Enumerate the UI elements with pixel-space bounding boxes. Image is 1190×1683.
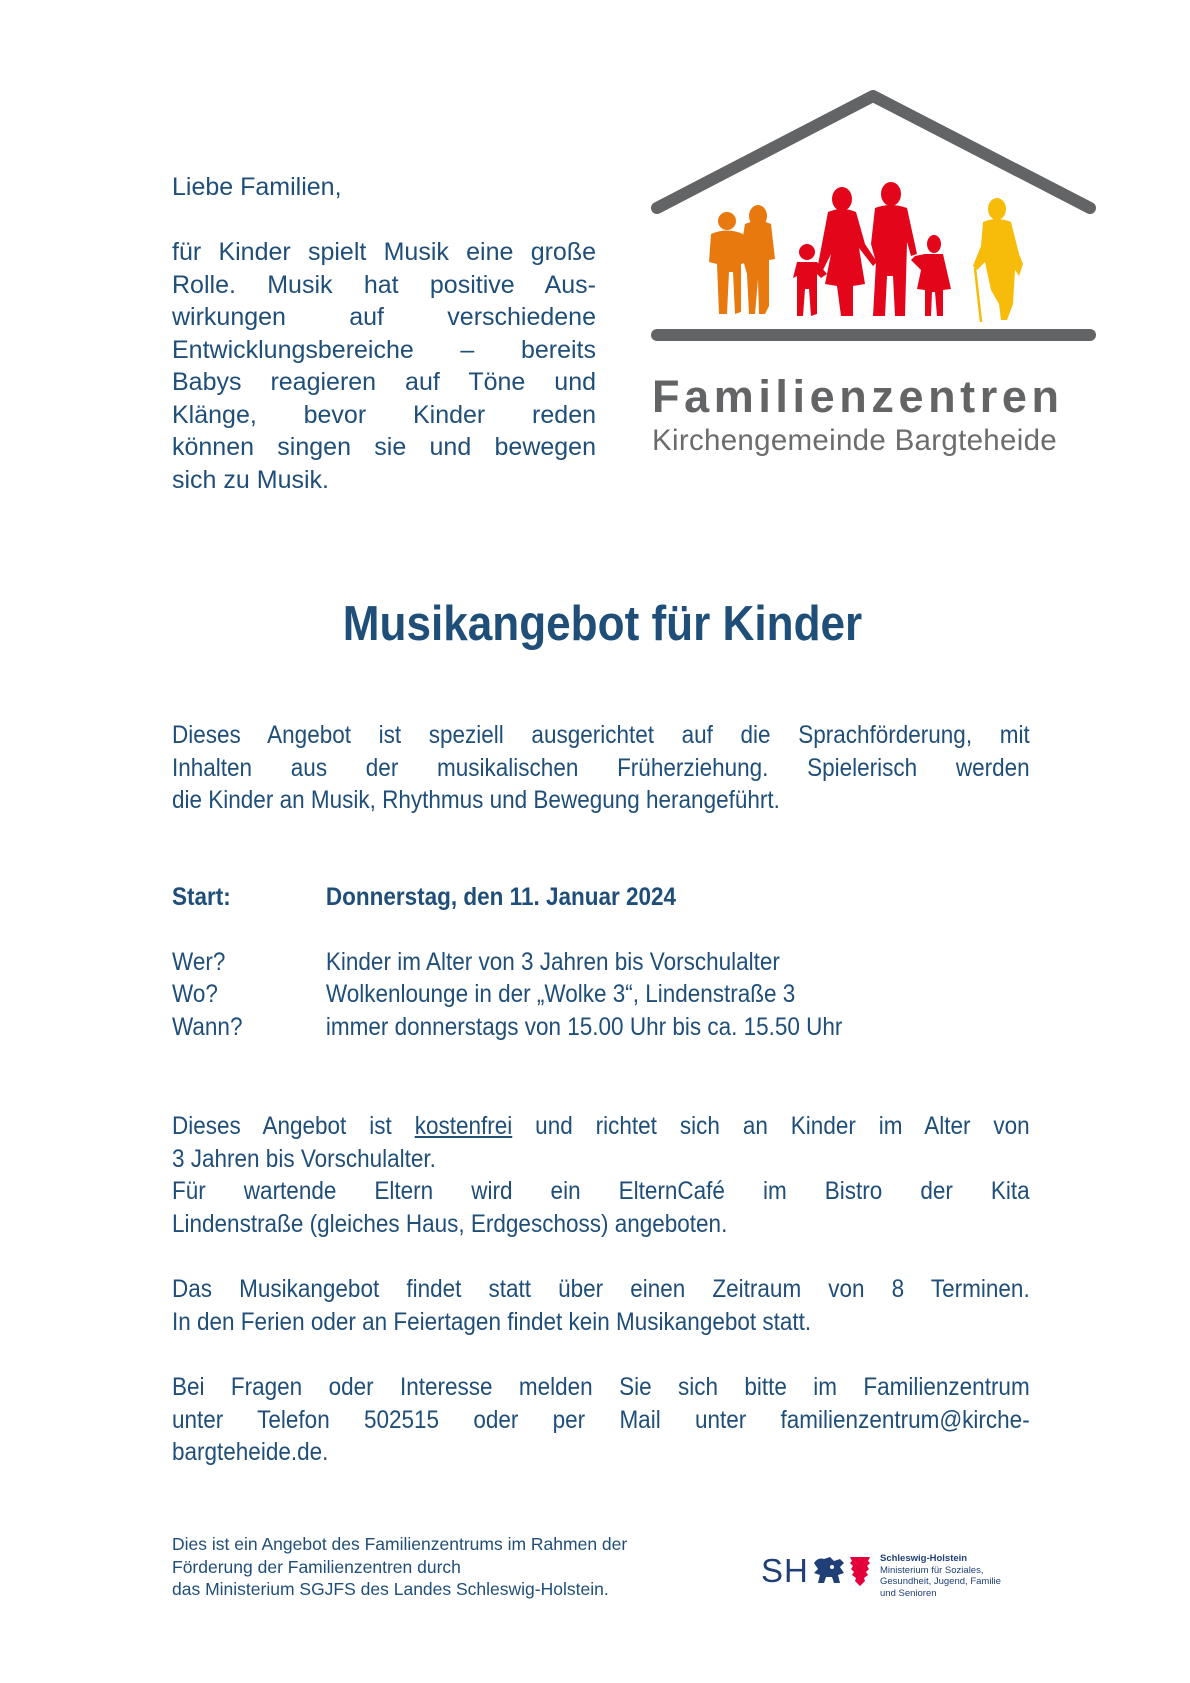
elderly-figure-icon	[973, 198, 1023, 322]
intro-line: sich zu Musik.	[172, 465, 329, 494]
cost-text: Dieses Angebot ist	[172, 1112, 415, 1140]
logo-title: Familienzentren	[652, 371, 1064, 422]
cost-paragraph	[172, 1110, 1030, 1240]
schedule-line: Das Musikangebot findet statt über einen Zeitraum von 8 Terminen.	[172, 1275, 1030, 1303]
greeting: Liebe Familien,	[172, 173, 342, 201]
sh-ministry-line: und Senioren	[880, 1587, 937, 1599]
detail-label: Wo?	[172, 980, 218, 1008]
contact-line: unter Telefon 502515 oder per Mail unter familienzentrum@kirche-	[172, 1405, 1030, 1434]
sh-ministry-text	[880, 1553, 1001, 1599]
detail-value: Kinder im Alter von 3 Jahren bis Vorschulalter	[325, 948, 780, 976]
detail-label: Wer?	[172, 948, 226, 976]
contact-line: Bei Fragen oder Interesse melden Sie sich bitte im Familienzentrum	[172, 1373, 1030, 1401]
intro-paragraph	[172, 236, 596, 496]
sh-ministry-line: Gesundheit, Jugend, Familie	[880, 1576, 1001, 1587]
detail-label: Wann?	[172, 1013, 243, 1041]
logo-subtitle: Kirchengemeinde Bargteheide	[652, 424, 1057, 457]
sh-logo-emblem	[810, 1553, 872, 1587]
child-figure-icon	[739, 205, 775, 314]
intro-line: für Kinder spielt Musik eine große	[172, 238, 596, 266]
cost-line	[172, 1110, 1030, 1143]
nettle-leaf-icon	[850, 1557, 870, 1586]
child-figure-icon	[911, 235, 951, 316]
lion-icon	[814, 1557, 844, 1583]
intro-line: Klänge, bevor Kinder reden	[172, 400, 596, 429]
roof-icon	[657, 96, 1090, 208]
contact-paragraph	[172, 1371, 1030, 1469]
sh-ministry-line: Ministerium für Soziales,	[880, 1564, 984, 1576]
intro-line: wirkungen auf verschiedene	[172, 303, 596, 331]
schedule-paragraph	[172, 1273, 1030, 1338]
adult-figure-icon	[817, 187, 877, 316]
cost-line: Lindenstraße (gleiches Haus, Erdgeschoss) angeboten.	[172, 1209, 728, 1238]
detail-value: Wolkenlounge in der „Wolke 3“, Lindenstraße 3	[325, 980, 796, 1008]
footer-line: das Ministerium SGJFS des Landes Schleswig-Holstein.	[172, 1579, 609, 1599]
detail-label: Start:	[172, 883, 231, 911]
intro-line: können singen sie und bewegen	[172, 433, 596, 461]
cost-text: und richtet sich an Kinder im Alter von	[512, 1112, 1030, 1140]
description-line: die Kinder an Musik, Rhythmus und Bewegung herangeführt.	[172, 786, 780, 814]
sh-state-name: Schleswig-Holstein	[880, 1553, 968, 1564]
footer-line: Dies ist ein Angebot des Familienzentrums im Rahmen der	[172, 1534, 628, 1554]
detail-value: immer donnerstags von 15.00 Uhr bis ca. 15.50 Uhr	[325, 1013, 843, 1041]
footer-note	[172, 1533, 627, 1601]
child-figure-icon	[709, 212, 749, 314]
page-title: Musikangebot für Kinder	[342, 597, 863, 651]
intro-line: Entwicklungsbereiche – bereits	[172, 335, 596, 364]
adult-figure-icon	[871, 182, 917, 316]
footer-line: Förderung der Familienzentren durch	[172, 1556, 461, 1577]
description-paragraph	[172, 719, 1030, 817]
intro-line: Rolle. Musik hat positive Aus-	[172, 270, 596, 299]
cost-line: Für wartende Eltern wird ein ElternCafé im Bistro der Kita	[172, 1177, 1030, 1205]
sh-logo-letters: SH	[761, 1552, 809, 1589]
cost-line: 3 Jahren bis Vorschulalter.	[172, 1144, 436, 1173]
description-line: Dieses Angebot ist speziell ausgerichtet auf die Sprachförderung, mit	[172, 721, 1030, 749]
contact-line: bargteheide.de.	[172, 1438, 329, 1466]
intro-line: Babys reagieren auf Töne und	[172, 368, 596, 396]
description-line: Inhalten aus der musikalischen Früherziehung. Spielerisch werden	[172, 753, 1030, 782]
detail-value: Donnerstag, den 11. Januar 2024	[325, 883, 677, 911]
free-of-charge-highlight: kostenfrei	[414, 1112, 513, 1140]
schedule-line: In den Ferien oder an Feiertagen findet kein Musikangebot statt.	[172, 1307, 812, 1336]
